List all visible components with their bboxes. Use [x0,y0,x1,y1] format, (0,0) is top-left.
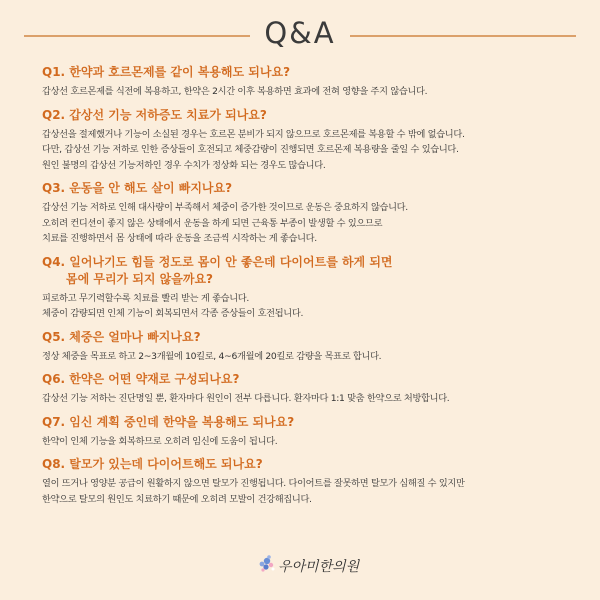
question-line: Q2. 갑상선 기능 저하증도 치료가 되나요? [42,107,267,122]
flower-icon [258,552,280,580]
question [42,456,582,473]
item-spacer [42,322,582,329]
question-line: Q3. 운동을 안 해도 살이 빠지나요? [42,181,233,195]
faq-item [42,64,582,107]
item-spacer [42,364,582,371]
answer [42,291,582,322]
question-line: Q7. 임신 계획 중인데 한약을 복용해도 되나요? [42,414,295,429]
question-line: Q5. 체중은 얼마나 빠지나요? [42,329,201,344]
answer [42,84,582,100]
answer-line: 갑상선 기능 저하는 진단명일 뿐, 환자마다 원인이 전부 다릅니다. 환자마다 1:1 맞춤 한약으로 처방합니다. [42,393,450,404]
answer-line: 체중이 감량되면 인체 기능이 회복되면서 각종 증상들이 호전됩니다. [42,308,304,319]
question-line: Q8. 탈모가 있는데 다이어트해도 되나요? [42,457,263,471]
answer [42,391,582,407]
faq-list [42,64,582,507]
answer-line: 한약으로 탈모의 원인도 치료하기 때문에 오히려 모발이 건강해집니다. [42,493,312,505]
question-line: 몸에 무리가 되지 않을까요? [66,271,214,286]
faq-item [42,414,582,457]
page-title: Q&A [264,16,336,50]
faq-item [42,254,582,329]
answer-line: 갑상선 기능 저하로 인해 대사량이 부족해서 체중이 증가한 것이므로 운동은 중요하지 않습니다. [42,202,408,213]
answer [42,476,582,507]
logo [258,552,378,582]
question [42,414,582,431]
item-spacer [42,247,582,254]
answer-line: 다만, 갑상선 기능 저하로 인한 증상들이 호전되고 체중감량이 진행되면 호르몬제 복용량을 줄일 수 있습니다. [42,144,459,155]
question-line: Q6. 한약은 어떤 약재로 구성되나요? [42,372,240,386]
answer-line: 갑상선 호르몬제를 식전에 복용하고, 한약은 2시간 이후 복용하면 효과에 전혀 영향을 주지 않습니다. [42,86,428,97]
header [0,14,600,58]
faq-item [42,371,582,414]
answer-line: 피로하고 무기력할수록 치료를 빨리 받는 게 좋습니다. [42,292,249,304]
answer-line: 치료를 진행하면서 몸 상태에 따라 운동을 조금씩 시작하는 게 좋습니다. [42,233,317,244]
question [42,329,582,346]
answer-line: 정상 체중을 목표로 하고 2~3개월에 10킬로, 4~6개월에 20킬로 감량을 목표로 합니다. [42,350,382,362]
header-divider-left [24,35,250,37]
answer-line: 한약이 인체 기능을 회복하므로 오히려 임신에 도움이 됩니다. [42,435,278,447]
answer-line: 열이 뜨거나 영양분 공급이 원활하지 않으면 탈모가 진행됩니다. 다이어트를 잘못하면 탈모가 심해질 수 있지만 [42,478,465,489]
header-divider-right [350,35,576,37]
item-spacer [42,100,582,107]
answer-line: 원인 불명의 갑상선 기능저하인 경우 수치가 정상화 되는 경우도 많습니다. [42,159,326,171]
answer [42,200,582,247]
answer [42,127,582,174]
question-line: Q1. 한약과 호르몬제를 같이 복용해도 되나요? [42,65,291,79]
faq-item [42,107,582,181]
answer-line: 갑상선을 절제했거나 기능이 소실된 경우는 호르몬 분비가 되지 않으므로 호르몬제를 복용할 수 밖에 없습니다. [42,128,465,140]
item-spacer [42,407,582,414]
faq-item [42,180,582,254]
faq-item [42,456,582,507]
item-spacer [42,449,582,456]
question [42,371,582,388]
faq-item [42,329,582,372]
answer [42,349,582,365]
brand-name: 우아미한의원 [278,559,360,575]
question [42,64,582,81]
question [42,254,582,288]
question [42,107,582,124]
question-line: Q4. 일어나기도 힘들 정도로 몸이 안 좋은데 다이어트를 하게 되면 [42,254,393,269]
question [42,180,582,197]
item-spacer [42,173,582,180]
answer-line: 오히려 컨디션이 좋지 않은 상태에서 운동을 하게 되면 근육통 부종이 발생할 수 있으므로 [42,217,383,229]
answer [42,434,582,450]
